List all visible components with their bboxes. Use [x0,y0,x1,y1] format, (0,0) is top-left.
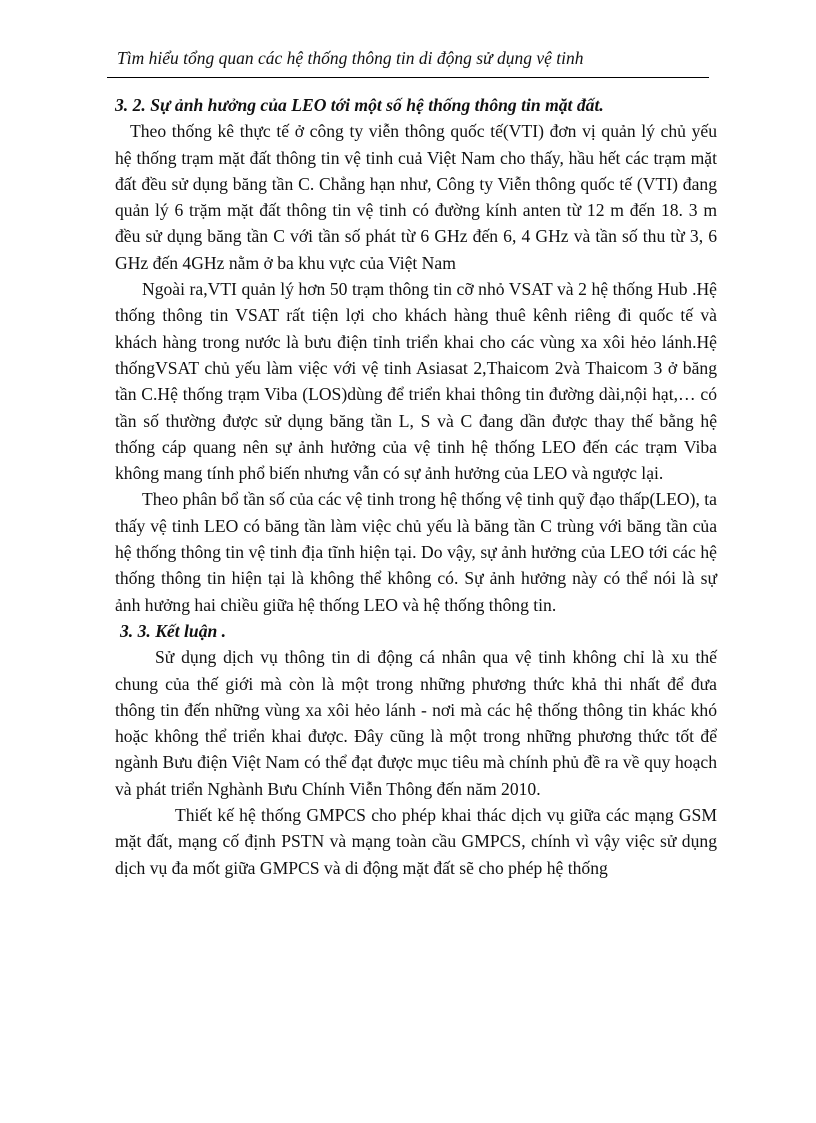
paragraph-conclusion-gmpcs: Thiết kế hệ thống GMPCS cho phép khai thác dịch vụ giữa các mạng GSM mặt đất, mạng cố định PSTN và mạng toàn cầu GMPCS, chính vì vậy việc sử dụng dịch vụ đa mốt giữa GMPCS và di động mặt đất sẽ cho phép hệ thống [115,805,717,878]
paragraph-leo-frequency: Theo phân bổ tần số của các vệ tinh trong hệ thống vệ tinh quỹ đạo thấp(LEO), ta thấy vệ tinh LEO có băng tần làm việc chủ yếu là băng tần C trùng với băng tần của hệ thống thông tin vệ tinh địa tĩnh hiện tại. Do vậy, sự ảnh hưởng của LEO tới các hệ thống thông tin hiện tại là không thể không có. Sự ảnh hưởng này có thể nói là sự ảnh hưởng hai chiều giữa hệ thống LEO và hệ thống thông tin. [115,489,717,615]
running-header: Tìm hiểu tổng quan các hệ thống thông tin di động sử dụng vệ tinh [117,48,584,68]
paragraph-vti-stations: Theo thống kê thực tế ở công ty viễn thông quốc tế(VTI) đơn vị quản lý chủ yếu hệ thống trạm mặt đất thông tin vệ tinh cuả Việt Nam cho thấy, hầu hết các trạm mặt đất đều sử dụng băng tần C. Chẳng hạn như, Công ty Viễn thông quốc tế (VTI) đang quản lý 6 trặm mặt đất thông tin vệ tinh có đường kính anten từ 12 m đến 18. 3 m đều sử dụng băng tần C với tần số phát từ 6 GHz đến 6, 4 GHz và tần số thu từ 3, 6 GHz đến 4GHz nằm ở ba khu vực của Việt Nam [115,121,717,273]
section-heading-3-3: 3. 3. Kết luận . [120,620,227,641]
header-divider [107,77,709,78]
paragraph-conclusion-satellite: Sử dụng dịch vụ thông tin di động cá nhân qua vệ tinh không chỉ là xu thế chung của thế giới mà còn là một trong những phương thức khả thi nhất để đưa thông tin đến những vùng xa xôi hẻo lánh - nơi mà các hệ thống thông tin khác khó hoặc không thể triển khai được. Đây cũng là một trong những phương thức tốt để ngành Bưu điện Việt Nam có thể đạt được mục tiêu mà chính phủ đề ra về quy hoạch và phát triển Nghành Bưu Chính Viễn Thông đến năm 2010. [115,647,717,799]
section-heading-3-2: 3. 2. Sự ảnh hưởng của LEO tới một số hệ thống thông tin mặt đất. [115,95,604,115]
page-body [115,92,717,881]
paragraph-vsat-hub: Ngoài ra,VTI quản lý hơn 50 trạm thông tin cỡ nhỏ VSAT và 2 hệ thống Hub .Hệ thống thông tin VSAT rất tiện lợi cho khách hàng thuê kênh riêng đi quốc tế và khách hàng trong nước là bưu điện tỉnh triển khai cho các vùng xa xôi hẻo lánh.Hệ thốngVSAT chủ yếu làm việc với vệ tinh Asiasat 2,Thaicom 2và Thaicom 3 ở băng tần C.Hệ thống trạm Viba (LOS)dùng để triển khai thông tin đường dài,nội hạt,… có tần số thường được sử dụng băng tần L, S và C đang dần được thay thế bằng hệ thống cáp quang nên sự ảnh hưởng của vệ tinh hệ thống LEO đến các trạm Viba không mang tính phổ biến nhưng vẫn có sự ảnh hưởng của LEO và ngược lại. [115,279,717,484]
